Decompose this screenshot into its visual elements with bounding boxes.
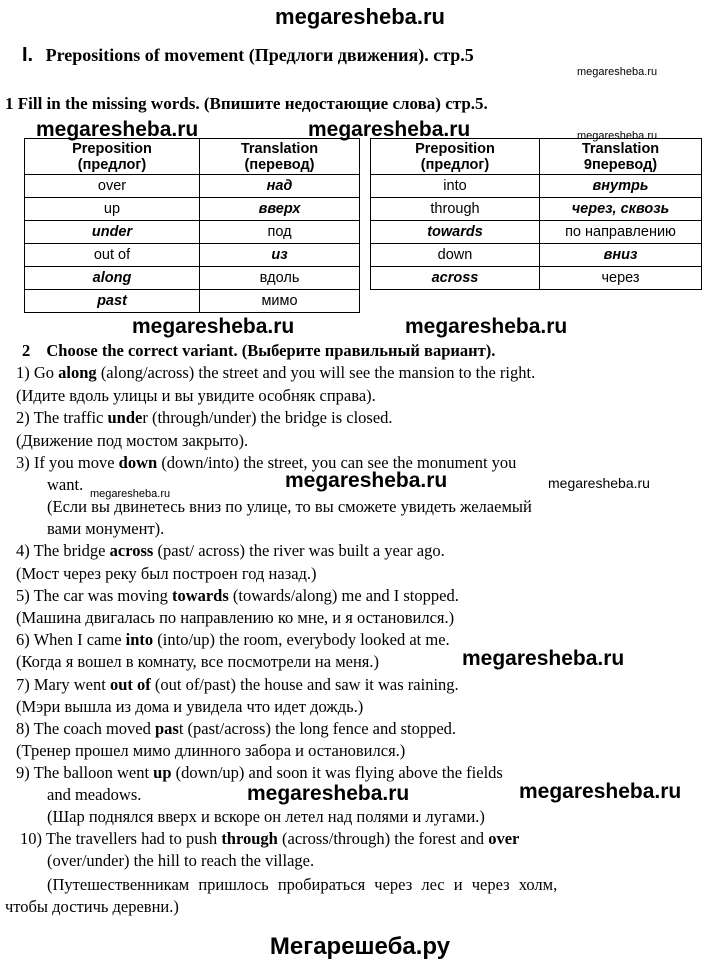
translation-2: (Движение под мостом закрыто).	[16, 431, 249, 450]
translation-6: (Когда я вошел в комнату, все посмотрели на меня.)	[16, 652, 379, 671]
trans-cell: мимо	[200, 290, 360, 313]
translation-7: (Мэри вышла из дома и увидела что идет дождь.)	[16, 697, 364, 716]
section-title: Prepositions of movement (Предлоги движения). стр.5	[45, 45, 474, 65]
trans-cell: из	[200, 244, 360, 267]
prep-cell: up	[25, 198, 200, 221]
task2-heading	[22, 341, 495, 361]
table-row	[25, 290, 360, 313]
header-translation: Translation (перевод)	[200, 139, 360, 175]
table-row	[371, 244, 702, 267]
prepositions-table-right	[370, 138, 702, 290]
prepositions-table-left	[24, 138, 360, 313]
prep-cell: out of	[25, 244, 200, 267]
translation-1: (Идите вдоль улицы и вы увидите особняк справа).	[16, 386, 376, 405]
watermark: megaresheba.ru	[577, 66, 658, 78]
translation-8: (Тренер прошел мимо длинного забора и остановился.)	[16, 741, 406, 760]
trans-cell: через, сквозь	[540, 198, 702, 221]
sentence-10-cont: (over/under) the hill to reach the village.	[47, 851, 315, 870]
trans-cell: по направлению	[540, 221, 702, 244]
prep-cell: towards	[371, 221, 540, 244]
table-row	[371, 221, 702, 244]
prep-cell: down	[371, 244, 540, 267]
trans-cell: под	[200, 221, 360, 244]
trans-cell: внутрь	[540, 175, 702, 198]
watermark: megaresheba.ru	[90, 488, 171, 500]
sentence-10: 10) The travellers had to push through (across/through) the forest and over	[20, 829, 520, 848]
prep-cell: into	[371, 175, 540, 198]
sentence-5: 5) The car was moving towards (towards/along) me and I stopped.	[16, 586, 459, 605]
translation-3-cont: вами монумент).	[47, 519, 165, 538]
table-row	[25, 175, 360, 198]
task2-title: Choose the correct variant. (Выберите правильный вариант).	[46, 341, 496, 360]
sentence-6: 6) When I came into (into/up) the room, everybody looked at me.	[16, 630, 450, 649]
trans-cell: вдоль	[200, 267, 360, 290]
watermark: megaresheba.ru	[577, 130, 658, 142]
trans-cell: вверх	[200, 198, 360, 221]
table-row	[371, 198, 702, 221]
translation-4: (Мост через реку был построен год назад.)	[16, 564, 317, 583]
sentence-1: 1) Go along (along/across) the street and you will see the mansion to the right.	[16, 363, 536, 382]
footer-title: Мегарешеба.ру	[269, 933, 451, 960]
sentence-8: 8) The coach moved past (past/across) the long fence and stopped.	[16, 719, 457, 738]
site-title: megaresheba.ru	[275, 4, 445, 29]
sentence-3: 3) If you move down (down/into) the street, you can see the monument you	[16, 453, 517, 472]
watermark: megaresheba.ru	[132, 315, 295, 338]
watermark: megaresheba.ru	[405, 315, 568, 338]
table-row	[25, 198, 360, 221]
sentence-2: 2) The traffic under (through/under) the bridge is closed.	[16, 408, 393, 427]
watermark: megaresheba.ru	[519, 780, 682, 803]
watermark: megaresheba.ru	[548, 475, 650, 491]
table-row	[371, 267, 702, 290]
watermark: megaresheba.ru	[308, 118, 471, 141]
sentence-9: 9) The balloon went up (down/up) and soon it was flying above the fields	[16, 763, 503, 782]
table-row	[25, 267, 360, 290]
trans-cell: над	[200, 175, 360, 198]
translation-5: (Машина двигалась по направлению ко мне, и я остановился.)	[16, 608, 455, 627]
prep-cell: past	[25, 290, 200, 313]
section-heading	[22, 44, 474, 67]
sentence-4: 4) The bridge across (past/ across) the river was built a year ago.	[16, 541, 445, 560]
prep-cell: under	[25, 221, 200, 244]
translation-10-cont: чтобы достичь деревни.)	[5, 897, 179, 916]
watermark: megaresheba.ru	[36, 118, 199, 141]
translation-3: (Если вы двинетесь вниз по улице, то вы сможете увидеть желаемый	[47, 497, 532, 516]
trans-cell: через	[540, 267, 702, 290]
translation-10: (Путешественникам пришлось пробираться через лес и через холм,	[47, 875, 558, 894]
trans-cell: вниз	[540, 244, 702, 267]
sentence-9-cont: and meadows.	[47, 785, 142, 804]
section-number: I.	[22, 44, 34, 66]
header-preposition: Preposition (предлог)	[371, 139, 540, 175]
table-row	[25, 221, 360, 244]
prep-cell: through	[371, 198, 540, 221]
translation-9: (Шар поднялся вверх и вскоре он летел над полями и лугами.)	[47, 807, 485, 826]
header-preposition: Preposition (предлог)	[25, 139, 200, 175]
table-row	[25, 244, 360, 267]
prep-cell: across	[371, 267, 540, 290]
task1-title: 1 Fill in the missing words. (Впишите недостающие слова) стр.5.	[5, 94, 488, 113]
header-translation: Translation 9перевод)	[540, 139, 702, 175]
prep-cell: over	[25, 175, 200, 198]
sentence-3-cont: want.	[47, 475, 84, 494]
task2-number: 2	[22, 341, 31, 360]
table-row	[371, 175, 702, 198]
watermark: megaresheba.ru	[462, 647, 625, 670]
watermark: megaresheba.ru	[247, 782, 410, 805]
watermark: megaresheba.ru	[285, 469, 448, 492]
sentence-7: 7) Mary went out of (out of/past) the house and saw it was raining.	[16, 675, 459, 694]
prep-cell: along	[25, 267, 200, 290]
